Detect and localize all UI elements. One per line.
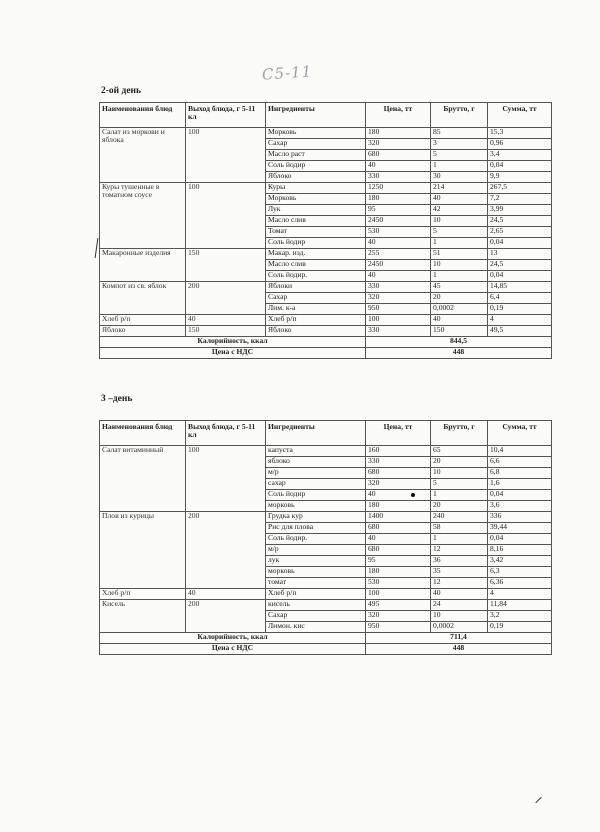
sum: 24,5 xyxy=(488,260,552,271)
table-row xyxy=(100,249,552,260)
price-value: 448 xyxy=(366,348,552,359)
header-portion-weight: Выход блюда, г 5-11 кл xyxy=(186,421,266,446)
ingredient: Грудка кур xyxy=(266,512,366,523)
pen-stroke xyxy=(535,797,541,803)
price-value: 448 xyxy=(366,644,552,655)
table-row xyxy=(100,600,552,611)
sum: 15,3 xyxy=(488,128,552,139)
gross-weight: 20 xyxy=(431,293,488,304)
gross-weight: 40 xyxy=(431,194,488,205)
menu-table-day-2 xyxy=(99,102,552,359)
table-header-row xyxy=(100,103,552,128)
price-row xyxy=(100,348,552,359)
sum: 6,8 xyxy=(488,468,552,479)
gross-weight: 1 xyxy=(431,238,488,249)
price: 1250 xyxy=(366,183,431,194)
price: 1400 xyxy=(366,512,431,523)
calorie-label: Калорийность, ккал xyxy=(100,633,366,644)
price: 40 xyxy=(366,238,431,249)
gross-weight: 0,0002 xyxy=(431,622,488,633)
sum: 8,16 xyxy=(488,545,552,556)
price: 320 xyxy=(366,139,431,150)
price: 680 xyxy=(366,468,431,479)
price: 180 xyxy=(366,567,431,578)
sum: 3,2 xyxy=(488,611,552,622)
dish-name: Салат из моркови и яблока xyxy=(100,128,186,183)
gross-weight: 85 xyxy=(431,128,488,139)
calorie-value: 844,5 xyxy=(366,337,552,348)
dish-name: Яблоко xyxy=(100,326,186,337)
ingredient: Рис для плова xyxy=(266,523,366,534)
sum: 0,04 xyxy=(488,490,552,501)
table-row xyxy=(100,183,552,194)
table-row xyxy=(100,315,552,326)
ingredient: м/р xyxy=(266,468,366,479)
day-3-heading: 3 –день xyxy=(101,394,133,404)
sum: 6,4 xyxy=(488,293,552,304)
price: 180 xyxy=(366,501,431,512)
price: 320 xyxy=(366,479,431,490)
ingredient: Масло слив xyxy=(266,260,366,271)
sum: 0,04 xyxy=(488,161,552,172)
gross-weight: 150 xyxy=(431,326,488,337)
header-gross: Брутто, г xyxy=(431,103,488,128)
gross-weight: 30 xyxy=(431,172,488,183)
gross-weight: 20 xyxy=(431,501,488,512)
price: 680 xyxy=(366,545,431,556)
price: 100 xyxy=(366,315,431,326)
dish-name: Куры тушенные в томатном соусе xyxy=(100,183,186,249)
price: 95 xyxy=(366,556,431,567)
header-gross: Брутто, г xyxy=(431,421,488,446)
ingredient: яблоко xyxy=(266,457,366,468)
gross-weight: 20 xyxy=(431,457,488,468)
sum: 0,04 xyxy=(488,238,552,249)
sum: 24,5 xyxy=(488,216,552,227)
sum: 13 xyxy=(488,249,552,260)
price: 680 xyxy=(366,150,431,161)
ink-dot xyxy=(411,493,415,497)
sum: 0,04 xyxy=(488,534,552,545)
gross-weight: 5 xyxy=(431,479,488,490)
gross-weight: 51 xyxy=(431,249,488,260)
gross-weight: 24 xyxy=(431,600,488,611)
price: 330 xyxy=(366,282,431,293)
ingredient: Лимон. кис xyxy=(266,622,366,633)
table-row xyxy=(100,282,552,293)
header-sum: Сумма, тт xyxy=(488,103,552,128)
dish-name: Компот из св. яблок xyxy=(100,282,186,315)
portion-weight: 100 xyxy=(186,446,266,512)
sum: 1,6 xyxy=(488,479,552,490)
ingredient: Соль йодир. xyxy=(266,534,366,545)
ingredient: Лук xyxy=(266,205,366,216)
sum: 3,99 xyxy=(488,205,552,216)
pen-stroke xyxy=(95,238,99,258)
gross-weight: 10 xyxy=(431,216,488,227)
dish-name: Хлеб р/п xyxy=(100,589,186,600)
dish-name: Салат витаминный xyxy=(100,446,186,512)
gross-weight: 35 xyxy=(431,567,488,578)
sum: 6,3 xyxy=(488,567,552,578)
gross-weight: 10 xyxy=(431,260,488,271)
sum: 267,5 xyxy=(488,183,552,194)
portion-weight: 150 xyxy=(186,249,266,282)
price: 40 xyxy=(366,161,431,172)
header-portion-weight: Выход блюда, г 5-11 кл xyxy=(186,103,266,128)
ingredient: Соль йодир. xyxy=(266,271,366,282)
price: 680 xyxy=(366,523,431,534)
table-header-row xyxy=(100,421,552,446)
sum: 0,19 xyxy=(488,622,552,633)
gross-weight: 1 xyxy=(431,534,488,545)
header-price: Цена, тт xyxy=(366,421,431,446)
price: 255 xyxy=(366,249,431,260)
dish-name: Хлеб р/п xyxy=(100,315,186,326)
gross-weight: 10 xyxy=(431,468,488,479)
sum: 3,4 xyxy=(488,150,552,161)
ingredient: Хлеб р/п xyxy=(266,589,366,600)
ingredient: Яблоко xyxy=(266,172,366,183)
ingredient: лук xyxy=(266,556,366,567)
price: 40 xyxy=(366,271,431,282)
ingredient: Лим. к-а xyxy=(266,304,366,315)
day-2-heading: 2-ой день xyxy=(101,86,142,96)
gross-weight: 240 xyxy=(431,512,488,523)
ingredient: сахар xyxy=(266,479,366,490)
price: 950 xyxy=(366,622,431,633)
ingredient: Морковь xyxy=(266,128,366,139)
dish-name: Макаронные изделия xyxy=(100,249,186,282)
sum: 4 xyxy=(488,589,552,600)
ingredient: кисель xyxy=(266,600,366,611)
table-row xyxy=(100,589,552,600)
gross-weight: 1 xyxy=(431,271,488,282)
menu-table-day-3 xyxy=(99,420,552,655)
header-sum: Сумма, тт xyxy=(488,421,552,446)
price: 950 xyxy=(366,304,431,315)
gross-weight: 1 xyxy=(431,490,488,501)
sum: 6,36 xyxy=(488,578,552,589)
gross-weight: 12 xyxy=(431,545,488,556)
ingredient: Масло раст xyxy=(266,150,366,161)
sum: 3,6 xyxy=(488,501,552,512)
gross-weight: 40 xyxy=(431,315,488,326)
dish-name: Кисель xyxy=(100,600,186,633)
gross-weight: 40 xyxy=(431,589,488,600)
gross-weight: 3 xyxy=(431,139,488,150)
sum: 0,96 xyxy=(488,139,552,150)
gross-weight: 12 xyxy=(431,578,488,589)
header-dish-name: Наименования блюд xyxy=(100,103,186,128)
price: 330 xyxy=(366,172,431,183)
gross-weight: 5 xyxy=(431,150,488,161)
sum: 3,42 xyxy=(488,556,552,567)
sum: 39,44 xyxy=(488,523,552,534)
price: 530 xyxy=(366,227,431,238)
ingredient: Сахар xyxy=(266,293,366,304)
ingredient: Яблоко xyxy=(266,326,366,337)
ingredient: Морковь xyxy=(266,194,366,205)
gross-weight: 214 xyxy=(431,183,488,194)
handwritten-note: C5-11 xyxy=(261,62,313,84)
price: 330 xyxy=(366,457,431,468)
ingredient: м/р xyxy=(266,545,366,556)
price: 180 xyxy=(366,194,431,205)
portion-weight: 40 xyxy=(186,315,266,326)
ingredient: Сахар xyxy=(266,611,366,622)
ingredient: капуста xyxy=(266,446,366,457)
sum: 6,6 xyxy=(488,457,552,468)
header-dish-name: Наименования блюд xyxy=(100,421,186,446)
gross-weight: 0,0002 xyxy=(431,304,488,315)
price-row xyxy=(100,644,552,655)
ingredient: Масло слив xyxy=(266,216,366,227)
table-row xyxy=(100,512,552,523)
price: 2450 xyxy=(366,216,431,227)
portion-weight: 200 xyxy=(186,600,266,633)
sum: 10,4 xyxy=(488,446,552,457)
sum: 49,5 xyxy=(488,326,552,337)
ingredient: Сахар xyxy=(266,139,366,150)
sum: 11,84 xyxy=(488,600,552,611)
ingredient: Соль йодир xyxy=(266,238,366,249)
calorie-label: Калорийность, ккал xyxy=(100,337,366,348)
ingredient: Томат xyxy=(266,227,366,238)
price: 100 xyxy=(366,589,431,600)
price: 40 xyxy=(366,534,431,545)
price-label: Цена с НДС xyxy=(100,348,366,359)
sum: 0,04 xyxy=(488,271,552,282)
gross-weight: 1 xyxy=(431,161,488,172)
price: 160 xyxy=(366,446,431,457)
price: 320 xyxy=(366,293,431,304)
price: 40 xyxy=(366,490,431,501)
gross-weight: 5 xyxy=(431,227,488,238)
ingredient: Макар. изд. xyxy=(266,249,366,260)
header-price: Цена, тт xyxy=(366,103,431,128)
price: 95 xyxy=(366,205,431,216)
price: 330 xyxy=(366,326,431,337)
calorie-row xyxy=(100,633,552,644)
calorie-row xyxy=(100,337,552,348)
header-ingredients: Ингредиенты xyxy=(266,103,366,128)
sum: 7,2 xyxy=(488,194,552,205)
ingredient: Хлеб р/п xyxy=(266,315,366,326)
price: 495 xyxy=(366,600,431,611)
ingredient: Соль йодир xyxy=(266,161,366,172)
ingredient: Соль йодир xyxy=(266,490,366,501)
ingredient: томат xyxy=(266,578,366,589)
dish-name: Плов из курицы xyxy=(100,512,186,589)
table-row xyxy=(100,128,552,139)
price-label: Цена с НДС xyxy=(100,644,366,655)
calorie-value: 711,4 xyxy=(366,633,552,644)
portion-weight: 200 xyxy=(186,282,266,315)
price: 530 xyxy=(366,578,431,589)
gross-weight: 45 xyxy=(431,282,488,293)
portion-weight: 200 xyxy=(186,512,266,589)
price: 180 xyxy=(366,128,431,139)
ingredient: морковь xyxy=(266,567,366,578)
gross-weight: 10 xyxy=(431,611,488,622)
portion-weight: 100 xyxy=(186,128,266,183)
sum: 14,85 xyxy=(488,282,552,293)
sum: 9,9 xyxy=(488,172,552,183)
ingredient: морковь xyxy=(266,501,366,512)
gross-weight: 58 xyxy=(431,523,488,534)
table-row xyxy=(100,326,552,337)
ingredient: Яблоки xyxy=(266,282,366,293)
gross-weight: 36 xyxy=(431,556,488,567)
header-ingredients: Ингредиенты xyxy=(266,421,366,446)
sum: 2,65 xyxy=(488,227,552,238)
gross-weight: 42 xyxy=(431,205,488,216)
portion-weight: 100 xyxy=(186,183,266,249)
price: 2450 xyxy=(366,260,431,271)
table-row xyxy=(100,446,552,457)
sum: 0,19 xyxy=(488,304,552,315)
price: 320 xyxy=(366,611,431,622)
sum: 336 xyxy=(488,512,552,523)
ingredient: Куры xyxy=(266,183,366,194)
gross-weight: 65 xyxy=(431,446,488,457)
portion-weight: 40 xyxy=(186,589,266,600)
sum: 4 xyxy=(488,315,552,326)
portion-weight: 150 xyxy=(186,326,266,337)
